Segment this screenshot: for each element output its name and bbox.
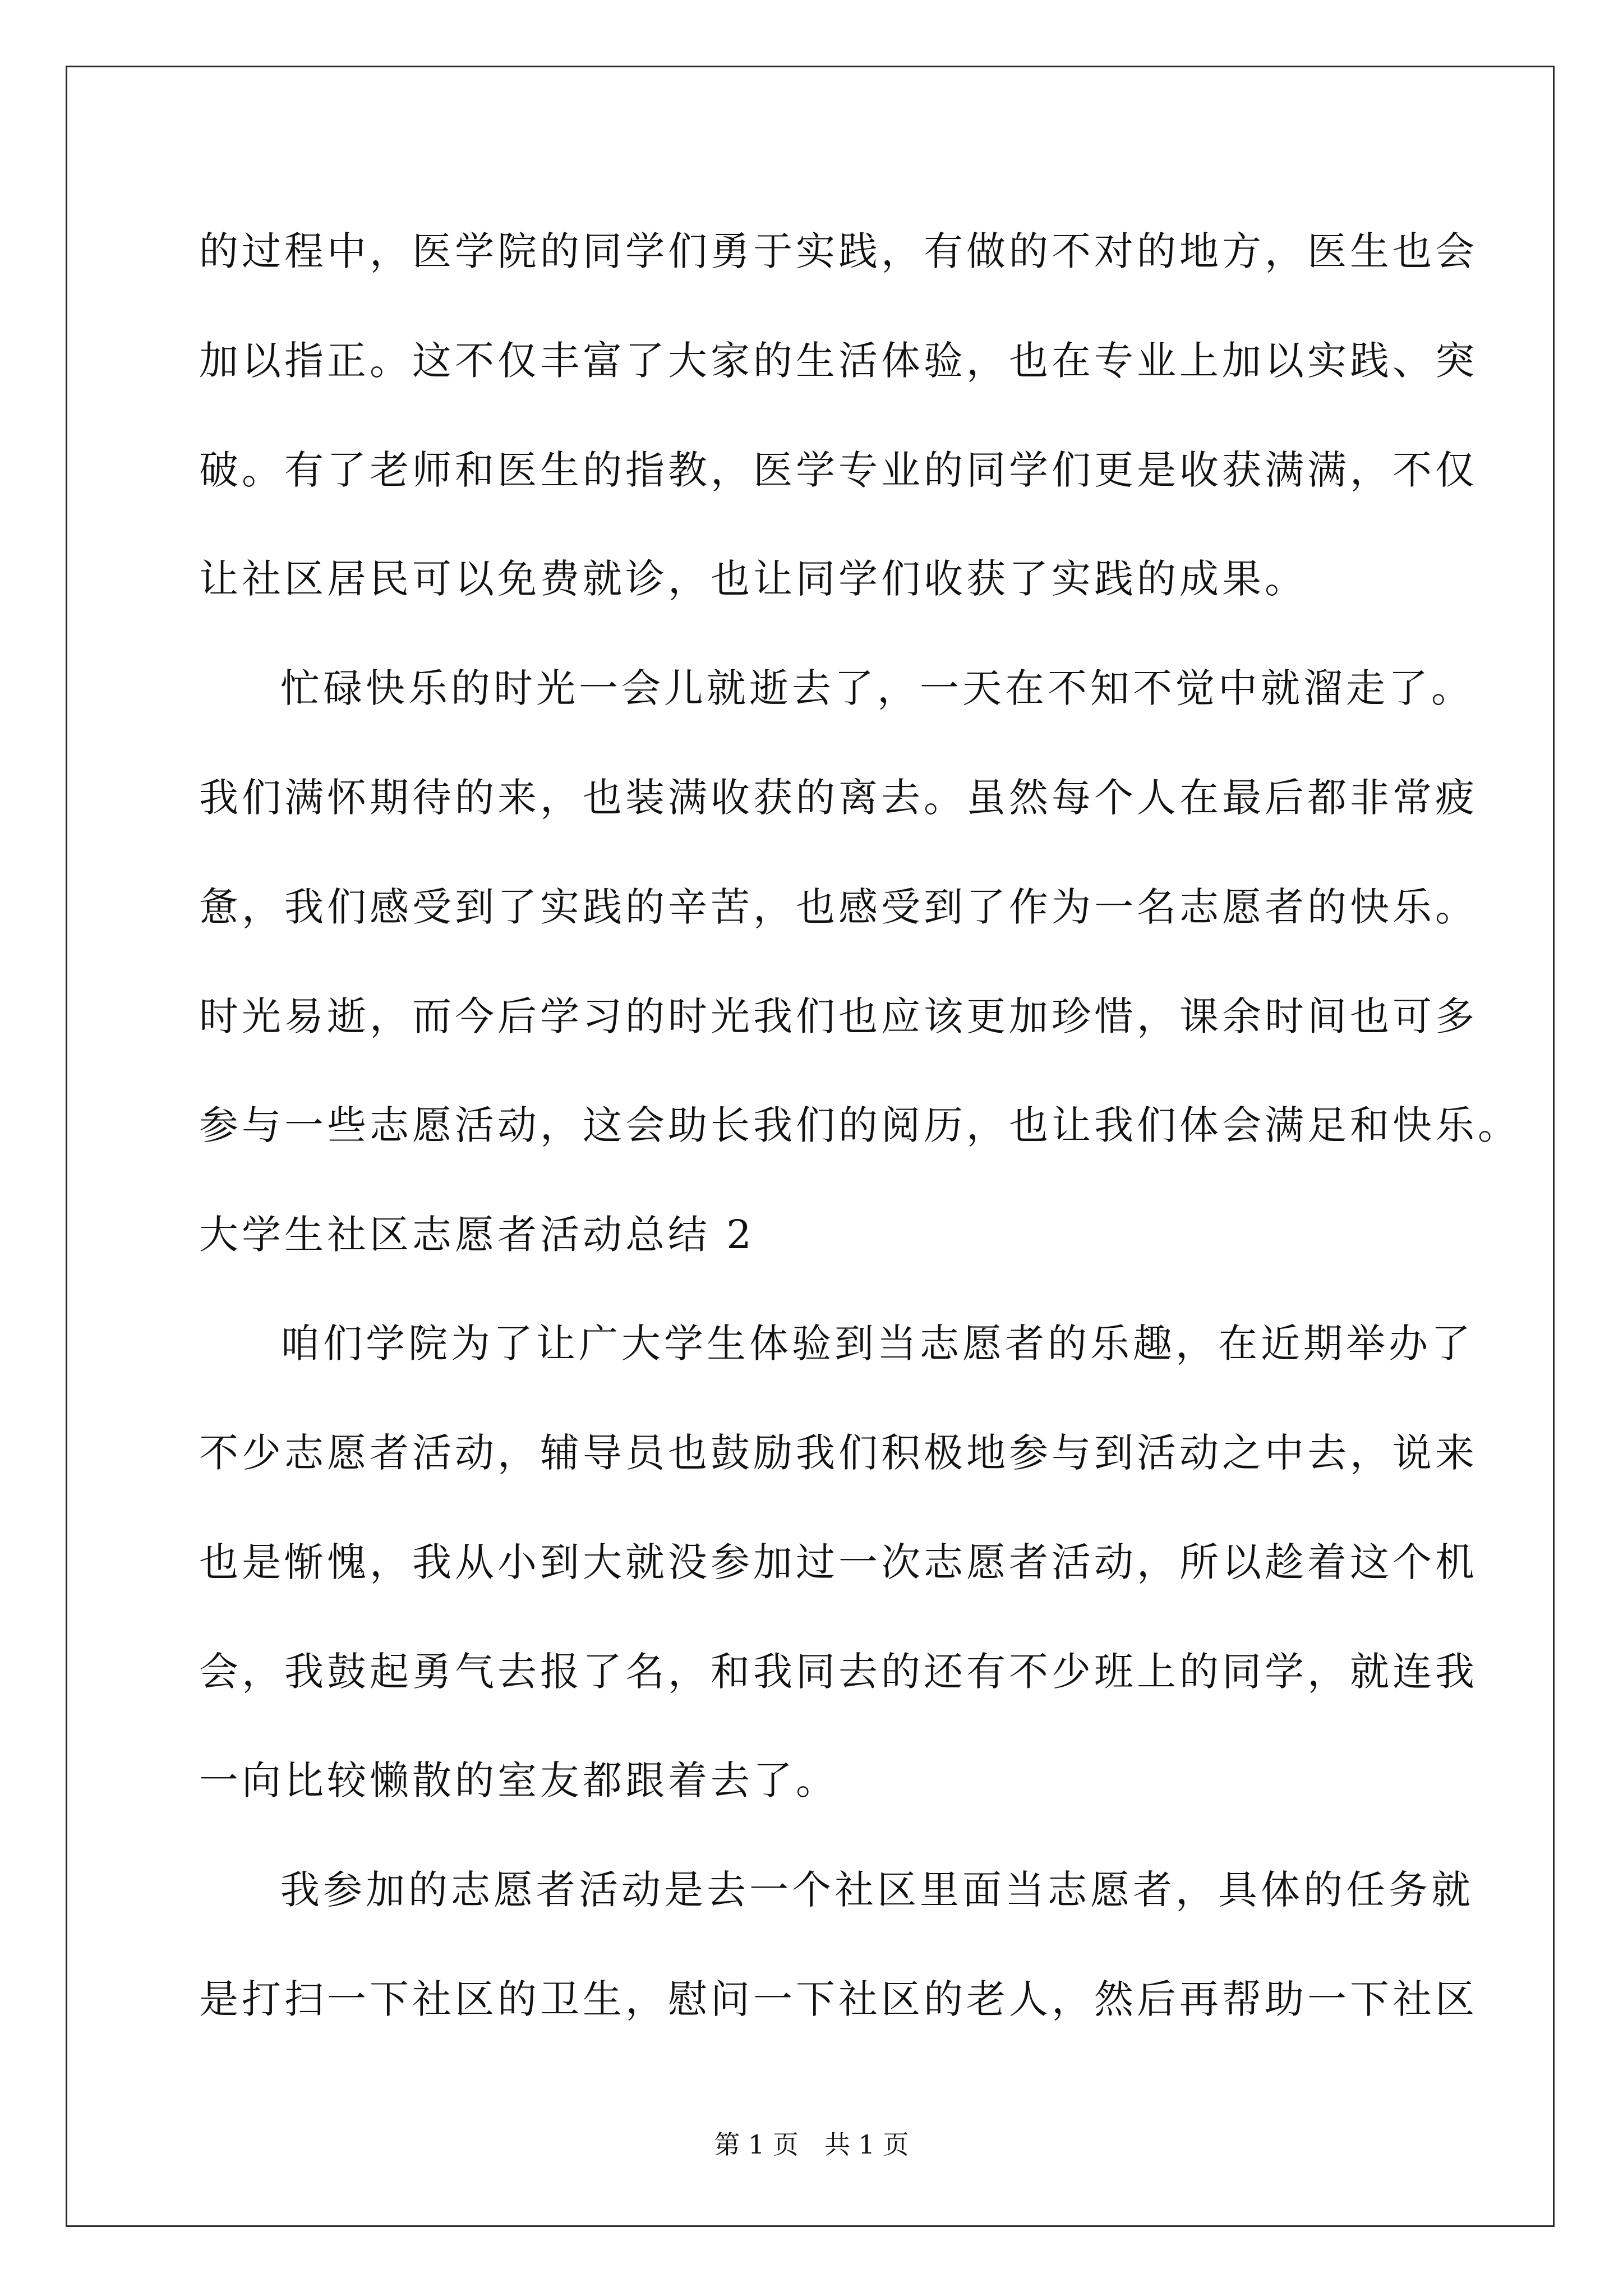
- text-line: 时光易逝，而今后学习的时光我们也应该更加珍惜，课余时间也可多: [199, 993, 1478, 1039]
- text-line: 的过程中，医学院的同学们勇于实践，有做的不对的地方，医生也会: [199, 228, 1478, 274]
- text-line: 我们满怀期待的来，也装满收获的离去。虽然每个人在最后都非常疲: [199, 775, 1478, 821]
- text-line: 参与一些志愿活动，这会助长我们的阅历，也让我们体会满足和快乐。: [199, 1102, 1520, 1148]
- text-line: 忙碌快乐的时光一会儿就逝去了，一天在不知不觉中就溜走了。: [280, 665, 1474, 711]
- section-heading: 大学生社区志愿者活动总结 2: [199, 1212, 755, 1258]
- text-line: 一向比较懒散的室友都跟着去了。: [199, 1757, 838, 1803]
- text-line: 是打扫一下社区的卫生，慰问一下社区的老人，然后再帮助一下社区: [199, 1976, 1478, 2022]
- text-line: 会，我鼓起勇气去报了名，和我同去的还有不少班上的同学，就连我: [199, 1649, 1478, 1695]
- text-line: 加以指正。这不仅丰富了大家的生活体验，也在专业上加以实践、突: [199, 338, 1478, 384]
- text-line: 咱们学院为了让广大学生体验到当志愿者的乐趣，在近期举办了: [280, 1320, 1474, 1366]
- text-line: 破。有了老师和医生的指教，医学专业的同学们更是收获满满，不仅: [199, 447, 1478, 493]
- text-line: 不少志愿者活动，辅导员也鼓励我们积极地参与到活动之中去，说来: [199, 1430, 1478, 1476]
- text-line: 我参加的志愿者活动是去一个社区里面当志愿者，具体的任务就: [280, 1867, 1474, 1913]
- page-footer: 第 1 页 共 1 页: [714, 2129, 909, 2160]
- text-line: 惫，我们感受到了实践的辛苦，也感受到了作为一名志愿者的快乐。: [199, 884, 1478, 930]
- text-line: 让社区居民可以免费就诊，也让同学们收获了实践的成果。: [199, 556, 1307, 602]
- text-line: 也是惭愧，我从小到大就没参加过一次志愿者活动，所以趁着这个机: [199, 1539, 1478, 1585]
